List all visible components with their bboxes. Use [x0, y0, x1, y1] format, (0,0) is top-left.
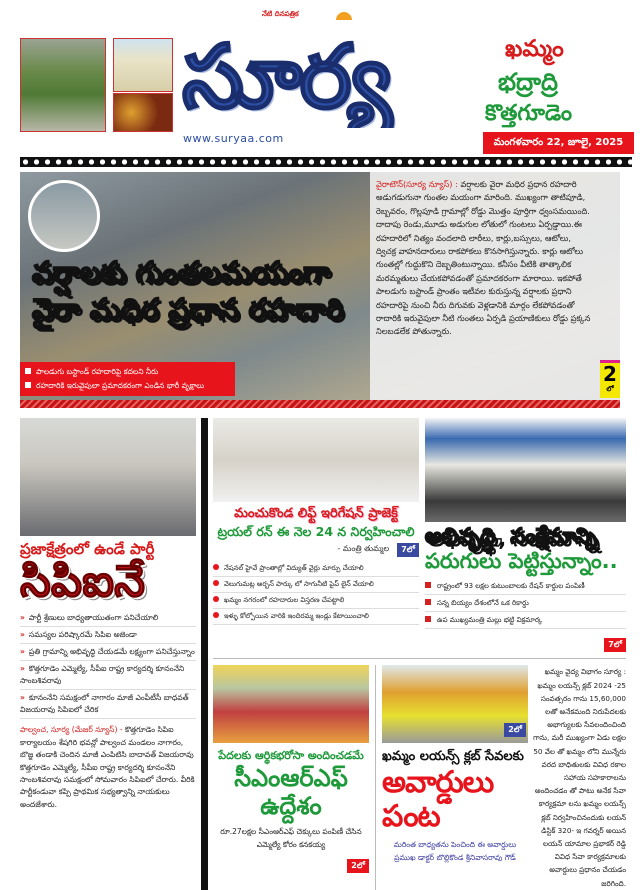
issue-date: మంగళవారం 22, జూలై, 2025 [483, 132, 634, 154]
list-item: » పార్టీ శ్రేణులు బాధ్యతాయుతంగా పనిచేయాలి [20, 610, 196, 627]
edition-khammam: ఖమ్మం [505, 36, 564, 62]
list-item: ఉప ముఖ్యమంత్రి మల్లు భట్టి విక్రమార్క [425, 612, 626, 629]
bottom-row [213, 665, 626, 889]
lead-dateline: వైరాటౌన్(సూర్య న్యూస్) : [376, 179, 458, 189]
cpi-meeting-photo [20, 418, 196, 536]
list-item: నేషనల్ హైవే ప్రాంతాల్లో విద్యుత్ వైర్లు మార్పు చేయాలి [213, 561, 419, 577]
zigzag-divider [20, 400, 620, 408]
lions-club-award-photo [382, 665, 528, 743]
section-divider [213, 658, 626, 659]
deity-photo [113, 93, 173, 132]
right-area [213, 418, 626, 890]
lions-headline: అవార్డులు పంట [382, 764, 494, 835]
square-bullet-icon [25, 382, 31, 388]
cpi-bullets [20, 610, 196, 719]
newspaper-logo: సూర్య [182, 26, 390, 128]
highlight-item: రహదారికి ఇరువైపులా ప్రమాదకరంగా ఎండిన భారీ వృక్షాలు [36, 381, 205, 390]
diagonal-divider [201, 418, 208, 890]
list-item: వెలుగుమట్ల అర్బన్ పార్కు లో సాగునీటి పైప్ లైన్ వేయాలి [213, 577, 419, 593]
welfare-column [425, 418, 626, 652]
deputy-cm-rally-photo [425, 418, 626, 522]
highlight-item: పాలడుగు బస్టాండ్ రహదారిపై కదలని నీరు [36, 367, 159, 376]
list-item: » సమస్యల పరిష్కారమే సిపిఐ అజెండా [20, 627, 196, 644]
cmrf-kicker: పేదలకు ఆర్థికభరోసా అందించడమే [218, 749, 364, 763]
cmrf-column [213, 665, 369, 889]
irrigation-byline-row [213, 543, 419, 557]
cpi-body-text: కొత్తగూడెం సిపిఐ కార్యాలయం శేషగిరి భవన్లో పాల్వంచ మండలం నాగారం, బొజ్జ తండాకి చెందిన మాజీ ఎంపిటిసి బాదావత్ విజయరావు కొత్తగూడెం ఎమ్మెల్యే, సీపీఐ రాష్ట్ర కార్యదర్శి కూనంనేని సాంబశివరావు సమక్షంలో సోమవారం సిపిఐలో చేరారు. వీరికి పార్టీకండువా కప్పి ప్రాథమిక సభ్యత్వాన్ని నాయకులు అందజేశారు. [20, 725, 195, 809]
lions-sub: మరింత బాధ్యతను పెంచింది ఈ అవార్డులు ప్రముఖ డాక్టర్ బొల్లికొండ శ్రీనివాసరావు గౌడ్ [393, 839, 517, 862]
page-ref-number: 2 [603, 362, 617, 386]
pothole-inset-photo [28, 180, 100, 252]
irrigation-bullets [213, 561, 419, 625]
square-bullet-icon [25, 368, 31, 374]
minister-meeting-photo [213, 418, 419, 502]
page-ref-badge[interactable]: 2లో [504, 723, 526, 737]
lions-column [382, 665, 626, 889]
list-item: » కొత్తగూడెం ఎమ్మెల్యే, సీపీఐ రాష్ట్ర కార్యదర్శి కూనంనేని సాంబశివరావు [20, 661, 196, 690]
cpi-body [20, 724, 196, 811]
lead-highlights [20, 362, 235, 396]
lower-section [20, 418, 626, 890]
sun-icon [336, 12, 352, 20]
page-ref-badge[interactable]: 2లో [347, 859, 369, 873]
list-item: ఖమ్మం నగరంలో రహదారుల విస్తరణ చేపట్టాలి [213, 593, 419, 609]
website-url[interactable]: www.suryaa.com [183, 132, 284, 145]
logo-tagline: నేటి దినపత్రిక [262, 10, 299, 18]
lead-headlines [32, 256, 364, 331]
page-ref-badge[interactable]: 7లో [604, 638, 626, 652]
lead-headline-line1: వర్షాలకు గుంతలమయంగా [32, 255, 330, 289]
irrigation-headline-2: ట్రయల్ రన్ ఈ నెల 24 న నిర్వహించాలి [217, 524, 415, 540]
cmrf-sub: రూ.27లక్షల సీఎంఆర్ఎఫ్ చెక్కులు పంపిణీ చేసిన ఎమ్మెల్యే కోరం కనకయ్య [220, 827, 362, 850]
welfare-headline-1: అభివృద్ధి, సంక్షేమాన్ని [425, 524, 598, 548]
lead-body: వర్షాలకు వైరా మధిర ప్రధాన రహదారి అడుగడుగునా గుంతల మయంగా మారింది. ముఖ్యంగా తాటిపూడి, రెబ్బవరం, గొల్లపూడి గ్రామాల్లో రోడ్డు మొత్తం పూర్తిగా ధ్వంసమయింది. దాదాపు రెండు,మూడు అడుగుల లోతులో గుంటలు ఏర్పడ్డాయి.ఈ రహదారిలో నిత్యం వందలాది లారీలు, కార్లు,బస్సులు, ఆటోలు, ద్విచక్ర వాహనదారులు రాకపోకలు కొనసాగిస్తున్నారు. కార్లు ఆటోలు గుంతల్లో గుద్దుకొని దెబ్బతింటున్నాయి. కనీసం వీటికి తాత్కాలిక మరమ్మతులు చేయకపోవడంతో ప్రమాదకరంగా మారాయి. ఇకపోతే పాలడుగు బస్టాండ్ ప్రాంతం ఇటీవల కురుస్తున్న వర్షాలకు ప్రధాని రహదారిపై నుంచి నీరు దిగువకు వెళ్లడానికి మార్గం లేకపోవడంతో రాదారికి ఇరువైపులా నీటి గుంతలు ఏర్పడి ప్రయాణికులు రోడ్డు ప్రక్కన నిలబడలేక పోతున్నారు. [376, 179, 591, 337]
lions-kicker: ఖమ్మం లయన్స్ క్లబ్ సేవలకు [382, 749, 524, 765]
list-item: రాష్ట్రంలో 93 లక్షల కుటుంబాలకు రేషన్ కార్డుల పంపిణీ [425, 578, 626, 595]
column-divider [375, 665, 376, 889]
list-item: » ప్రతి గ్రామాన్ని అభివృద్ధి చేయడమే లక్ష్యంగా పనిచేస్తున్నాం [20, 644, 196, 661]
lions-body: ఖమ్మం వైద్య విభాగం సూర్య : ఖమ్మం లయన్స్ క్లబ్ 2024 -25 సంవత్సరం గాను 15,60,000 లతో అనేకమంది నిరుపేదలకు అభాగ్యులకు సేవలందించింది గాను, మరీ ముఖ్యంగా ఏడు లక్షల 50 వేల తో ఖమ్మం లోని మున్నేరు వరద బాధితులకు వివిధ రకాల సహాయ సహకారాలను అందించడం తో పాటు అనేక సేవా కార్యక్రమా లను ఖమ్మం లయన్స్ క్లబ్ నిర్వహించినందుకు లయన్ డిస్టిక్ 320- ఇ గవర్నర్ అయిన లయన్ యామాల ప్రభాకర్ రెడ్డి వివిధ సేవా కార్యక్రమాలకు అవార్డులు ప్రధానం చేయడం జరిగింది. [533, 667, 626, 888]
page-ref-badge[interactable]: 7లో [397, 543, 419, 557]
welfare-headline-2: పరుగులు పెట్టిస్తున్నాం.. [425, 549, 618, 574]
fort-photo [20, 38, 106, 132]
decorative-divider [20, 157, 632, 167]
cpi-dateline: పాల్వంచ, సూర్య (మేజర్ న్యూస్) - [20, 725, 123, 735]
list-item: » కూనంనేని సమక్షంలో నాగారం మాజీ ఎంపీటీసీ బాధవత్ విజయరావు సిపిఐలో చేరిక [20, 690, 196, 719]
cmrf-headline: సీఎంఆర్ఎఫ్ ఉద్దేశం [234, 763, 348, 821]
cpi-column [20, 418, 196, 890]
irrigation-headline-1: మంచుకొండ లిఫ్ట్ ఇరిగేషన్ ప్రాజెక్ట్ [234, 506, 398, 521]
lions-main [382, 665, 528, 889]
edition-kothagudem: కొత్తగూడెం [485, 101, 573, 126]
welfare-bullets [425, 578, 626, 629]
page-ref-badge[interactable] [600, 360, 620, 398]
lead-headline-line2: వైరా మధిర ప్రధాన రహదారి [32, 292, 344, 327]
lead-story-text [370, 172, 620, 400]
irrigation-column [213, 418, 419, 652]
list-item: సన్న బియ్యం దేశంలోనే ఒక రికార్డు [425, 595, 626, 612]
cpi-kicker: ప్రజాక్షేత్రంలో ఉండే పార్టీ [20, 540, 155, 558]
list-item: ఇళ్ళు కోల్పోయిన వారికి ఇందిరమ్మ ఇండ్లు కేటాయించాలి [213, 609, 419, 625]
top-row [213, 418, 626, 652]
cpi-headline: సిపిఐనే [20, 556, 146, 607]
temple-gopuram-photo [113, 38, 173, 92]
edition-bhadradri: భద్రాద్రి [498, 68, 558, 96]
irrigation-byline: - మంత్రి తుమ్మల [337, 544, 390, 554]
page-ref-suffix: లో [606, 385, 614, 393]
cmrf-cheque-photo [213, 665, 369, 743]
